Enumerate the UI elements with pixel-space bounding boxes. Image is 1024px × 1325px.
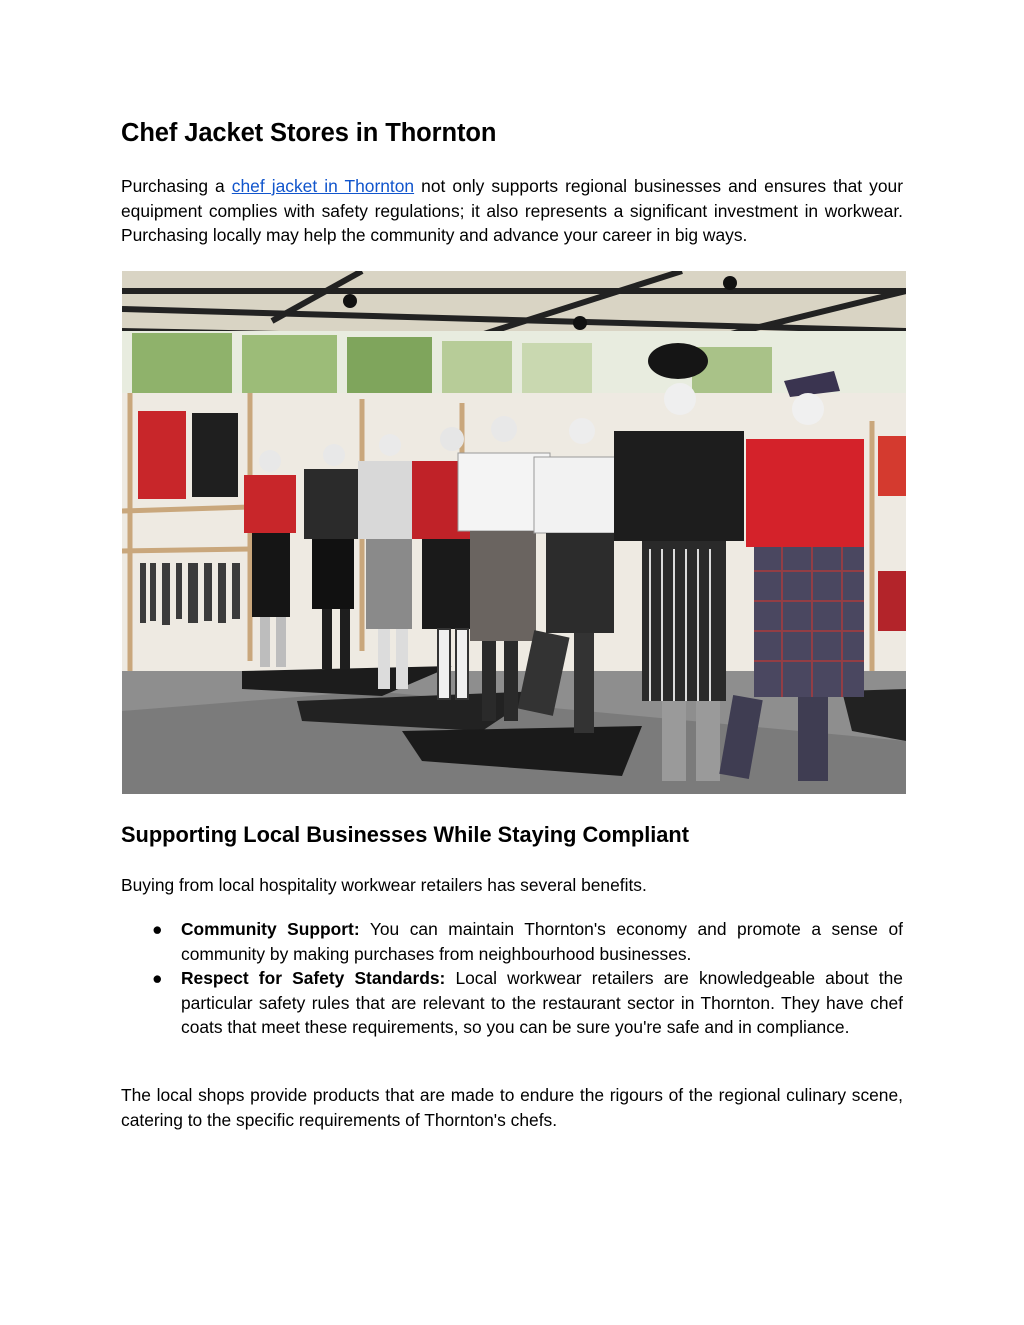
benefit-text: You can maintain Thornton's economy and promote a sense of community by making purchases from neighbourhood businesses. xyxy=(181,919,903,964)
page-title: Chef Jacket Stores in Thornton xyxy=(121,119,497,147)
benefit-text: Local workwear retailers are knowledgeable about the particular safety rules that are relevant to the restaurant sector in Thornton. They have chef coats that meet these requirements, so you can be sure you're safe and in compliance. xyxy=(181,968,903,1038)
intro-text-before-link: Purchasing a xyxy=(121,176,232,196)
list-item xyxy=(121,966,903,1040)
benefit-term: Community Support: xyxy=(181,919,360,939)
intro-paragraph xyxy=(121,174,903,248)
intro-text-after-link: not only supports regional businesses and ensures that your equipment complies with safety regulations; it also represents a significant investment in workwear. Purchasing locally may help the community and advance your career in big ways. xyxy=(121,176,904,246)
closing-paragraph: The local shops provide products that are made to endure the rigours of the regional culinary scene, catering to the specific requirements of Thornton's chefs. xyxy=(121,1085,903,1130)
bullet-icon: ● xyxy=(152,919,163,939)
benefit-term: Respect for Safety Standards: xyxy=(181,968,446,989)
section-lead: Buying from local hospitality workwear retailers has several benefits. xyxy=(121,875,647,895)
chef-jacket-link[interactable]: chef jacket in Thornton xyxy=(231,176,415,196)
benefits-list xyxy=(121,917,903,1040)
section-heading: Supporting Local Businesses While Staying Compliant xyxy=(121,822,689,847)
store-photo xyxy=(122,271,906,794)
list-item xyxy=(121,917,903,966)
bullet-icon: ● xyxy=(152,968,163,989)
